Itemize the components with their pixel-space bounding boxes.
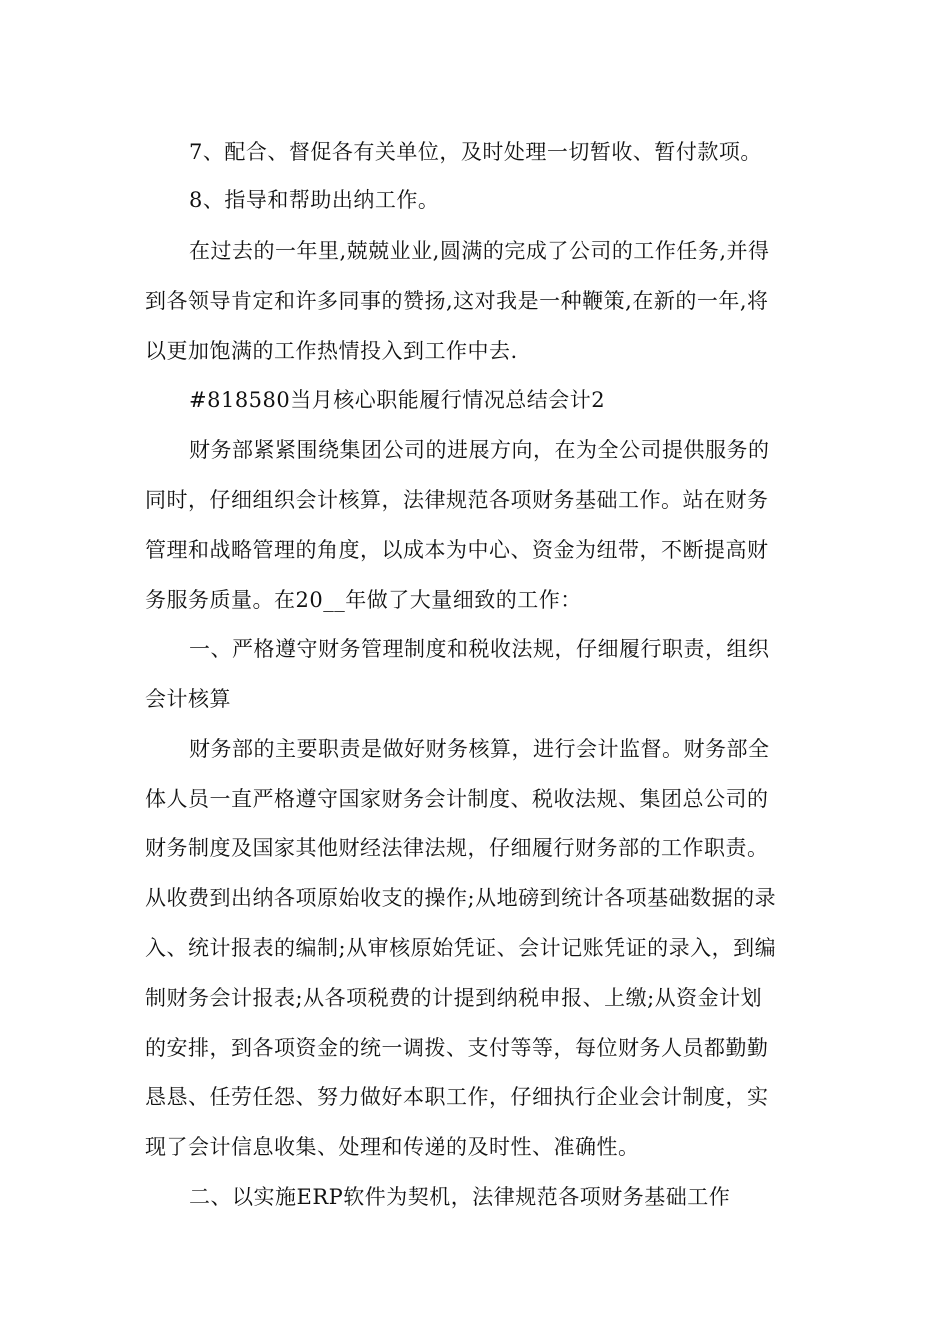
paragraph-line: 的安排，到各项资金的统一调拨、支付等等，每位财务人员都勤勤 [145, 1036, 769, 1060]
list-item-7: 7、配合、督促各有关单位，及时处理一切暂收、暂付款项。 [189, 140, 762, 164]
paragraph-line: 在过去的一年里,兢兢业业,圆满的完成了公司的工作任务,并得 [189, 239, 770, 263]
paragraph-line: 现了会计信息收集、处理和传递的及时性、准确性。 [145, 1135, 640, 1159]
paragraph-line: 管理和战略管理的角度，以成本为中心、资金为纽带，不断提高财 [145, 538, 769, 562]
paragraph-line: 财务部紧紧围绕集团公司的进展方向，在为全公司提供服务的 [189, 438, 770, 462]
paragraph-line: 务服务质量。在20__年做了大量细致的工作： [145, 588, 582, 612]
paragraph-line: 财务部的主要职责是做好财务核算，进行会计监督。财务部全 [189, 737, 770, 761]
section-title: #818580当月核心职能履行情况总结会计2 [189, 388, 606, 412]
paragraph-line: 恳恳、任劳任怨、努力做好本职工作，仔细执行企业会计制度，实 [145, 1085, 769, 1109]
heading-line: 二、以实施ERP软件为契机，法律规范各项财务基础工作 [189, 1185, 731, 1209]
heading-line: 一、严格遵守财务管理制度和税收法规，仔细履行职责，组织 [189, 637, 770, 661]
paragraph-line: 制财务会计报表;从各项税费的计提到纳税申报、上缴;从资金计划 [145, 986, 763, 1010]
paragraph-line: 以更加饱满的工作热情投入到工作中去. [145, 339, 518, 363]
paragraph-line: 财务制度及国家其他财经法律法规，仔细履行财务部的工作职责。 [145, 836, 769, 860]
list-item-8: 8、指导和帮助出纳工作。 [189, 188, 440, 212]
paragraph-line: 从收费到出纳各项原始收支的操作;从地磅到统计各项基础数据的录 [145, 886, 777, 910]
paragraph-line: 同时，仔细组织会计核算，法律规范各项财务基础工作。站在财务 [145, 488, 769, 512]
paragraph-line: 到各领导肯定和许多同事的赞扬,这对我是一种鞭策,在新的一年,将 [145, 289, 769, 313]
heading-line: 会计核算 [145, 687, 231, 711]
paragraph-line: 入、统计报表的编制;从审核原始凭证、会计记账凭证的录入，到编 [145, 936, 777, 960]
paragraph-line: 体人员一直严格遵守国家财务会计制度、税收法规、集团总公司的 [145, 787, 769, 811]
